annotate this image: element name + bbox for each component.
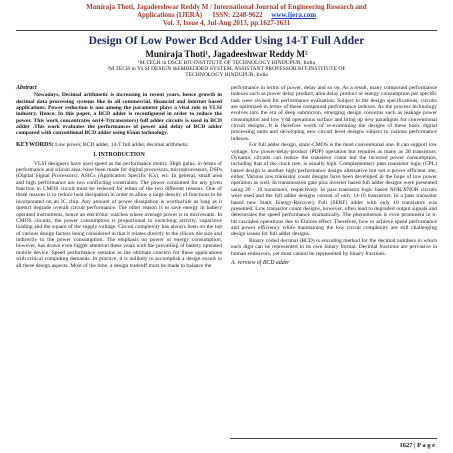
right-paragraph-1: performance in terms of power, delay and so on. As a result, many compound performance indexes such as power delay product, area delay product or energy consumption per specific task were revised for performance evaluation. Subject to the design specifications, circuits are optimized in terms of these compound performance indexes. As the process technology evolves into the era of deep submicron, emerging design concerns such as leakage power consumption and low Vdd operations surface and bring up new paradigms for conventional circuit designs. It is therefore worth of re-examining the designs of these basic digital processing units and developing new circuit level designs subject to various performance indexes.	[231, 84, 437, 142]
keywords-text: Low power, BCD adder, 14-T full adder, decimal arithmetic.	[55, 141, 190, 148]
keywords-block	[16, 142, 222, 148]
affiliation-1: ¹M.TECH in DSCE BIT-INSTITUTE OF TECHNOLOGY HINDUPUR, India	[138, 59, 315, 66]
left-column	[16, 85, 222, 269]
abstract-body: Nowadays, Decimal arithmetic is increasing in recent years, hence growth in decimal data processing systems like in all commercial, financial and internet based applications. Power reduction is one among the parameter plays a vital role in VLSI industry. Hence, In this paper, a BCD adder is reconfigured in order to reduce the power. This work concentrates on14-T(transistors) full adder circuits is used in BCD adder .This work evaluates the performances of power and delay of BCD adder compared with conventional BCD adder using 65nm technology.	[16, 92, 222, 137]
paper-authors: Muniraja Thoti¹, Jagadeeshwar Reddy M²	[145, 48, 308, 59]
abstract-heading: Abstract	[16, 84, 37, 91]
header-website-link[interactable]: www.ijera.com	[271, 11, 317, 20]
header-rule	[16, 30, 437, 31]
journal-header	[16, 0, 437, 28]
page-number: 1627 | P a g e	[399, 442, 435, 449]
two-column-body	[16, 85, 437, 269]
header-issn: ISSN: 2248-9622	[212, 11, 263, 20]
affiliation-3: TECHNOLOGY HINDUPUR, India	[185, 72, 268, 79]
keywords-label: KEYWORDS:	[16, 141, 54, 148]
right-column	[231, 85, 437, 269]
header-journal-abbrev: Applications (IJERA)	[136, 11, 203, 20]
subsection-heading: A. verview of BCD adder	[231, 259, 290, 266]
header-line-1: Muniraja Thoti, Jagadeeshwar Reddy M / International Journal of Engineering Research and	[86, 3, 367, 11]
introduction-heading: I. INTRODUCTION	[93, 152, 145, 159]
affiliation-2: ²M.TECH in VLSI DESIGN &EMBEDDED SYSTEM, ASSISTANT PROFESSOR BIT-INSTITUTE OF	[107, 66, 346, 73]
right-paragraph-3: Binary coded decimal (BCD) is encoding method for the decimal numbers in which each digit can be represented in its own binary format. Decimal fractions are pervasive in human endeavors, yet most cannot be represented by binary fractions.	[231, 237, 437, 257]
header-line-2	[16, 11, 437, 19]
author-affiliations	[16, 60, 437, 79]
right-paragraph-2: For full adder design, static-CMOS is the most conventional one. It can support low voltage, low power-delay-product (PDP) operation but requires as many as 28 transistors. Dynamic circuits can reduce the transistor count but the incurred power consumption, including that of the clock tree, is usually high. Complementary pass transistor logic (CPL) based design is another high performance design alternative but not a power efficient one, either. Various low transistor count designs have been developed in the hope of low power operation as well. In transmission gate plus inverter based full adder designs were presented using 20 - 16 transistors, respectively. In pass transistor logic based NOR/XNOR circuits were used and the full adder designs consist of only 14-16 transistors. In a pass transistor based new Static Energy-Recovery Full (SERF) adder with only 10 transistors was presented. Low transistor count designs, however, often lead to degraded output signals and deteriorates the speed performance dramatically. The phenomenon is even prominent in n-bit cascaded operations due to Elmore effect. Therefore, how to achieve speed performance and power efficiency while maintaining the low circuit complexity are still challenging design issues for full adder designs.	[231, 142, 437, 238]
introduction-paragraph: VLSI designers have used speed as the performance metric. High gains, in terms of performance and silicon area, have been made for digital processors, microprocessors, DSPs (Digital Signal Processors), ASICs (Application Specific ICs), etc. In general, small area and high performance are two conflicting constraints. The power consumed for any given function in CMOS circuit must be reduced for either of the two different reasons: One of these reasons is to reduce heat dissipation in order to allow a large density of functions to be incorporated on an IC chip. Any amount of power dissipation is worthwhile as long as it doesn't degrade overall circuit performance. The other reason is to save energy in battery operated instruments, hence an electronic watches where average power is in microwatts. In CMOS circuits, the power consumption is proportional to switching activity, capacitive loading and the square of the supply voltage. Circuit complexity has always been on the top of various design factors being considered in that it relates directly to the silicon die size and indirectly to the power consumption. The emphasis on power or energy consumption, however, has drawn even bigger attention these years with the prevailing of battery operated mobile device. Speed performance remains as the ultimate concern for these applications with critical computing demands. In practice, it is unlikely to accomplish a design excels in all these design aspects. Most of the time, a design tradeoff must be made to balance the	[16, 160, 222, 269]
footer-rule	[230, 438, 437, 439]
header-line-3: Vol. 3, Issue 4, Jul-Aug 2013, pp.1627-1631	[162, 19, 291, 28]
paper-title: Design Of Low Power Bcd Adder Using 14-T Full Adder	[88, 34, 365, 47]
